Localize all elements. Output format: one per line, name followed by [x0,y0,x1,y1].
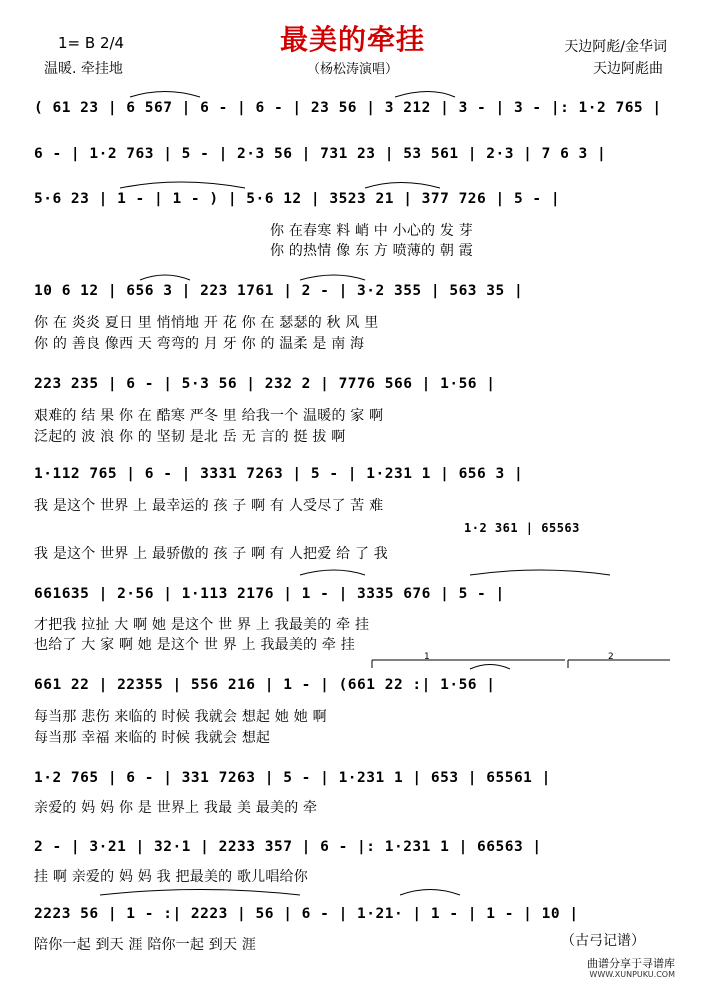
transcriber-note: （古弓记谱） [561,933,645,949]
score-row-3-notes: 5·6 23 | 1 - | 1 - ) | 5·6 12 | 3523 21 | 377 726 | 5 - | [34,191,561,207]
score-row-6-notes: 1·112 765 | 6 - | 3331 7263 | 5 - | 1·231 1 | 656 3 | [34,466,524,482]
volta-1-label: 1 [424,652,430,662]
score-row-6-lyrics-1: 我 是这个 世界 上 最幸运的 孩 子 啊 有 人受尽了 苦 难 [34,498,384,514]
score-row-7-lyrics-2: 也给了 大 家 啊 她 是这个 世 界 上 我最美的 牵 挂 [34,637,355,653]
score-row-3-lyrics-2: 你 的热情 像 东 方 喷薄的 朝 霞 [270,243,473,259]
lyrics-credit: 天边阿彪/金华词 [564,39,667,55]
score-row-10-notes: 2 - | 3·21 | 32·1 | 2233 357 | 6 - |: 1·231 1 | 66563 | [34,839,542,855]
music-credit: 天边阿彪曲 [593,61,663,77]
score-row-5-notes: 223 235 | 6 - | 5·3 56 | 232 2 | 7776 566 | 1·56 | [34,376,496,392]
key-signature: 1= B 2/4 [58,34,125,52]
score-row-8-lyrics-1: 每当那 悲伤 来临的 时候 我就会 想起 她 她 啊 [34,709,327,725]
score-row-10-lyrics: 挂 啊 亲爱的 妈 妈 我 把最美的 歌儿唱给你 [34,869,308,885]
score-row-2-notes: 6 - | 1·2 763 | 5 - | 2·3 56 | 731 23 | 53 561 | 2·3 | 7 6 3 | [34,146,607,162]
volta-2-label: 2 [608,652,614,662]
score-row-5-lyrics-1: 艰难的 结 果 你 在 酷寒 严冬 里 给我一个 温暖的 家 啊 [34,408,384,424]
score-row-11-notes: 2223 56 | 1 - :| 2223 | 56 | 6 - | 1·21· | 1 - | 1 - | 10 | [34,906,579,922]
score-row-1-notes: ( 61 23 | 6 567 | 6 - | 6 - | 23 56 | 3 212 | 3 - | 3 - |: 1·2 765 | [34,100,662,116]
score-row-4-lyrics-1: 你 在 炎炎 夏日 里 悄悄地 开 花 你 在 瑟瑟的 秋 风 里 [34,315,379,331]
score-row-6b-notes: 1·2 361 | 65563 [464,521,580,535]
score-row-7-lyrics-1: 才把我 拉扯 大 啊 她 是这个 世 界 上 我最美的 牵 挂 [34,617,370,633]
score-row-6b-lyrics: 我 是这个 世界 上 最骄傲的 孩 子 啊 有 人把爱 给 了 我 [34,546,389,562]
score-row-9-notes: 1·2 765 | 6 - | 331 7263 | 5 - | 1·231 1 | 653 | 65561 | [34,770,551,786]
score-row-5-lyrics-2: 泛起的 波 浪 你 的 坚韧 是北 岳 无 言的 挺 拔 啊 [34,429,346,445]
score-row-8-lyrics-2: 每当那 幸福 来临的 时候 我就会 想起 [34,730,271,746]
song-subtitle: （杨松涛演唱） [306,62,398,77]
site-name: 曲谱分享于寻谱库 [587,957,675,970]
song-title: 最美的牵挂 [279,23,425,56]
score-row-7-notes: 661635 | 2·56 | 1·113 2176 | 1 - | 3335 676 | 5 - | [34,586,505,602]
score-row-4-lyrics-2: 你 的 善良 像西 天 弯弯的 月 牙 你 的 温柔 是 南 海 [34,336,365,352]
site-url: WWW.XUNPUKU.COM [589,970,675,979]
score-row-8-notes: 661 22 | 22355 | 556 216 | 1 - | (661 22 :| 1·56 | [34,677,496,693]
score-row-3-lyrics-1: 你 在春寒 料 峭 中 小心的 发 芽 [270,223,473,239]
tempo-marking: 温暖. 牵挂地 [44,61,123,77]
score-row-4-notes: 10 6 12 | 656 3 | 223 1761 | 2 - | 3·2 355 | 563 35 | [34,283,524,299]
score-row-9-lyrics: 亲爱的 妈 妈 你 是 世界上 我最 美 最美的 牵 [34,800,318,816]
score-row-11-lyrics: 陪你一起 到天 涯 陪你一起 到天 涯 [34,937,257,953]
